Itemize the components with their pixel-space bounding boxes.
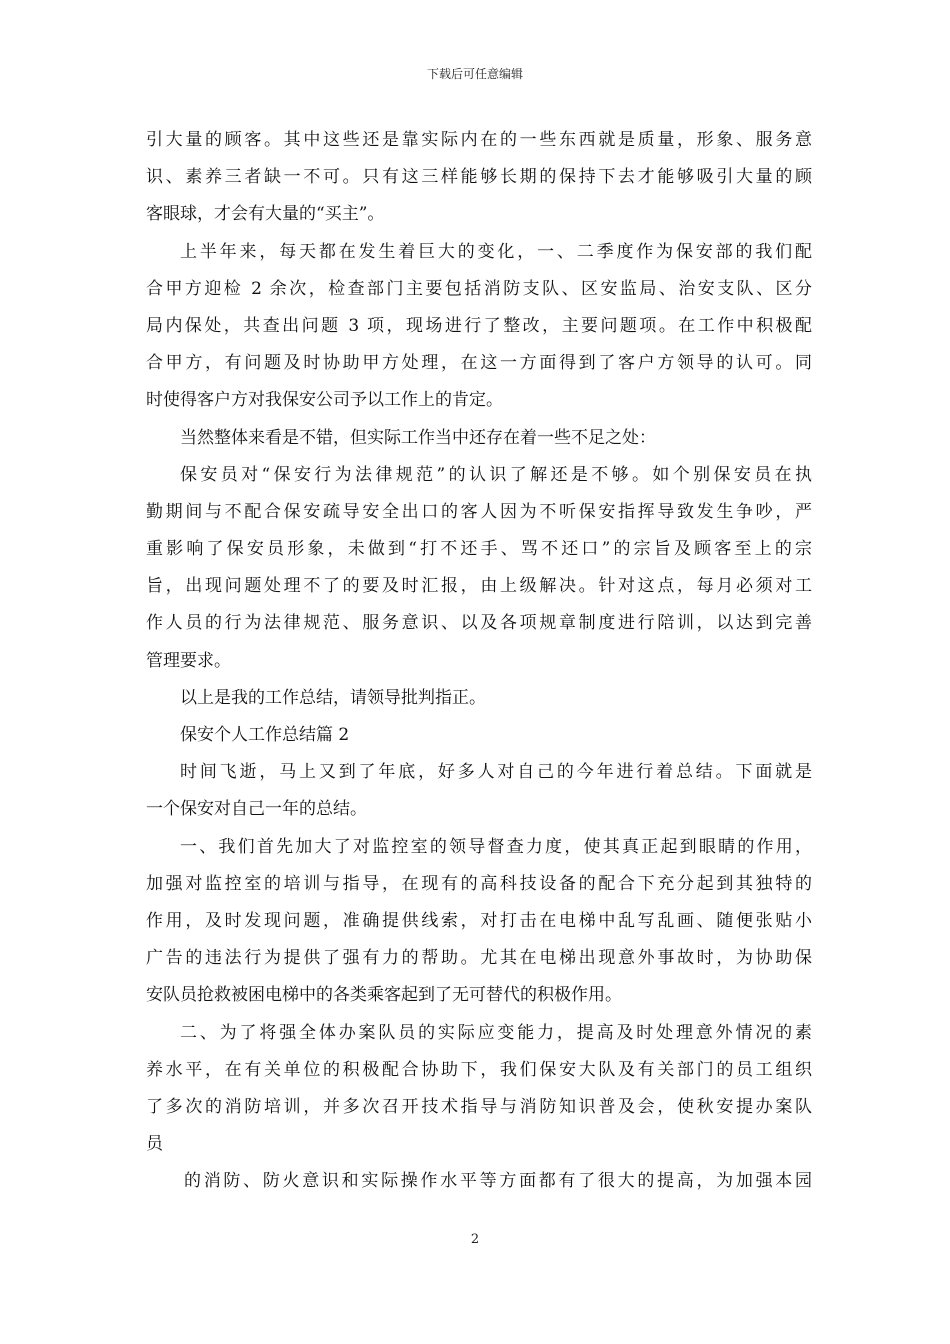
text-line: 养水平，在有关单位的积极配合协助下，我们保安大队及有关部门的员工组织 (146, 1059, 812, 1080)
text-line: 作人员的行为法律规范、服务意识、以及各项规章制度进行陪训，以达到完善 (146, 613, 812, 634)
text-line: 识、素养三者缺一不可。只有这三样能够长期的保持下去才能够吸引大量的顾 (146, 167, 812, 188)
text-line: 二、为了将强全体办案队员的实际应变能力，提高及时处理意外情况的素 (180, 1022, 812, 1043)
text-line: 时间飞逝，马上又到了年底，好多人对自己的今年进行着总结。下面就是 (180, 762, 812, 783)
text-line: 的消防、防火意识和实际操作水平等方面都有了很大的提高，为加强本园 (184, 1171, 812, 1192)
text-line: 旨，出现问题处理不了的要及时汇报，由上级解决。针对这点，每月必须对工 (146, 576, 812, 597)
page-header: 下载后可任意编辑 (426, 67, 523, 81)
text-line: 合甲方迎检 2 余次，检查部门主要包括消防支队、区安监局、治安支队、区分 (146, 278, 812, 299)
section-heading: 保安个人工作总结篇 2 (180, 725, 350, 745)
text-line: 安队员抢救被困电梯中的各类乘客起到了无可替代的积极作用。 (146, 985, 622, 1006)
text-line: 保安员对“保安行为法律规范”的认识了解还是不够。如个别保安员在执 (180, 464, 812, 485)
text-line: 合甲方，有问题及时协助甲方处理，在这一方面得到了客户方领导的认可。同 (146, 353, 812, 374)
text-line: 加强对监控室的培训与指导，在现有的高科技设备的配合下充分起到其独特的 (146, 873, 812, 894)
text-line: 时使得客户方对我保安公司予以工作上的肯定。 (146, 390, 503, 411)
text-line: 当然整体来看是不错，但实际工作当中还存在着一些不足之处： (180, 427, 656, 448)
document-body (146, 122, 812, 1200)
text-line: 管理要求。 (146, 650, 231, 671)
text-line: 了多次的消防培训，并多次召开技术指导与消防知识普及会，使秋安提办案队 (146, 1096, 812, 1117)
text-line: 上半年来，每天都在发生着巨大的变化，一、二季度作为保安部的我们配 (180, 241, 812, 262)
text-line: 一个保安对自己一年的总结。 (146, 799, 367, 820)
text-line: 作用，及时发现问题，准确提供线索，对打击在电梯中乱写乱画、随便张贴小 (146, 910, 812, 931)
text-line: 员 (146, 1134, 163, 1155)
text-line: 引大量的顾客。其中这些还是靠实际内在的一些东西就是质量，形象、服务意 (146, 130, 812, 150)
text-line: 局内保处，共查出问题 3 项，现场进行了整改，主要问题项。在工作中积极配 (146, 315, 812, 336)
text-line: 广告的违法行为提供了强有力的帮助。尤其在电梯出现意外事故时，为协助保 (146, 948, 812, 969)
page-number: 2 (470, 1232, 480, 1247)
text-line: 重影响了保安员形象，未做到“打不还手、骂不还口”的宗旨及顾客至上的宗 (146, 539, 812, 560)
text-line: 以上是我的工作总结，请领导批判指正。 (180, 687, 486, 708)
text-line: 勤期间与不配合保安疏导安全出口的客人因为不听保安指挥导致发生争吵，严 (146, 501, 812, 522)
text-line: 一、我们首先加大了对监控室的领导督查力度，使其真正起到眼睛的作用， (180, 836, 812, 857)
text-line: 客眼球，才会有大量的“买主”。 (146, 204, 385, 225)
